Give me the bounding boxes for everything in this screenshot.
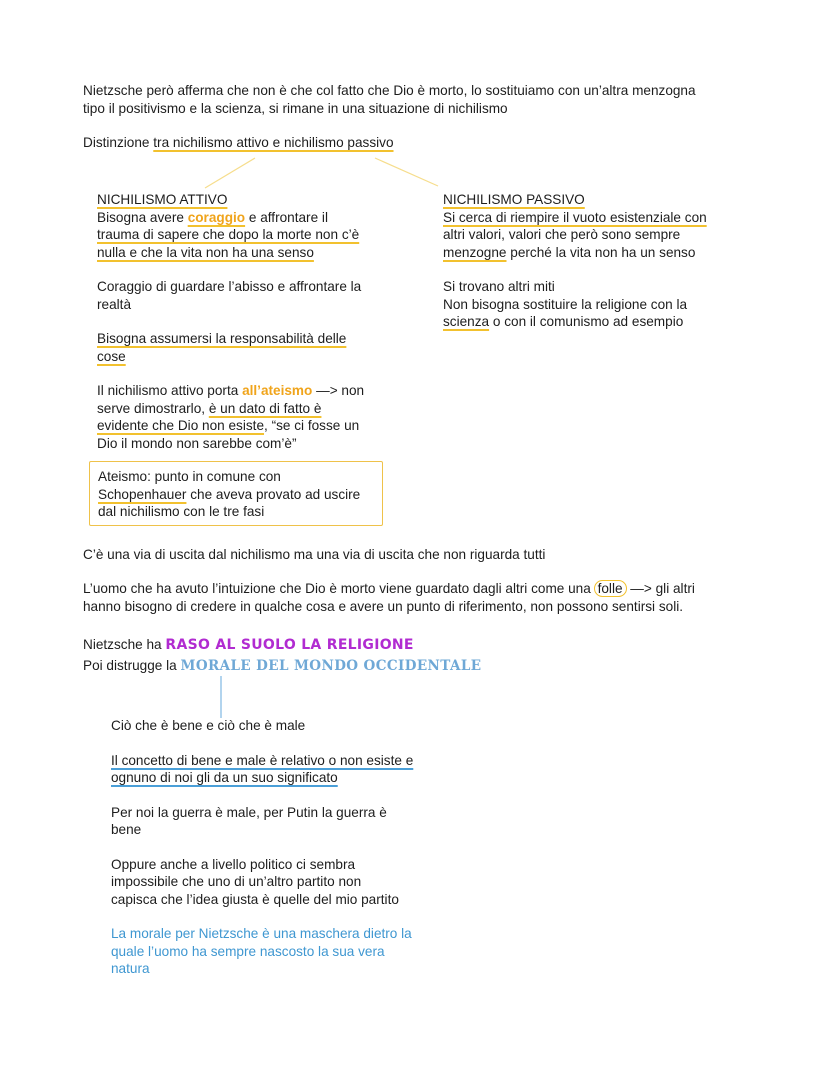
morals-p1: Ciò che è bene e ciò che è male (111, 718, 306, 733)
passive-nihilism-column (443, 191, 743, 331)
atheism-note-box (89, 461, 383, 526)
intro-line-1: Nietzsche però afferma che non è che col fatto che Dio è morto, lo sostituiamo con un’altra menzogna (83, 83, 696, 98)
morals-p4-line1: Oppure anche a livello politico ci sembra (111, 856, 356, 872)
keyword-religione: RASO AL SUOLO LA RELIGIONE (165, 637, 414, 653)
exit-line: C’è una via di uscita dal nichilismo ma una via di uscita che non riguarda tutti (83, 547, 546, 562)
active-p3-line1: Bisogna assumersi la responsabilità delle (97, 331, 347, 346)
morals-p5-line2: quale l’uomo ha sempre nascosto la sua vera (111, 943, 385, 959)
passive-heading: NICHILISMO PASSIVO (443, 192, 585, 207)
active-p4-line2: serve dimostrarlo, è un dato di fatto è (97, 400, 322, 416)
morals-section (111, 717, 471, 978)
box-line1: Ateismo: punto in comune con (98, 469, 281, 484)
connector-right (375, 158, 438, 186)
active-p3-line2: cose (97, 348, 126, 364)
connector-left (205, 158, 255, 188)
morals-p5-line3: natura (111, 961, 150, 976)
keyword-morale: MORALE DEL MONDO OCCIDENTALE (180, 657, 482, 674)
morals-p4-line3: capisca che l’idea giusta è quelle del mio partito (111, 891, 399, 907)
active-p4-line1: Il nichilismo attivo porta all’ateismo —> non (97, 383, 365, 398)
box-line2: Schopenhauer che aveva provato ad uscire (98, 486, 361, 502)
morals-p3-line2: bene (111, 822, 142, 837)
active-nihilism-column (97, 191, 397, 452)
passive-p1-line3: menzogne perché la vita non ha un senso (443, 244, 696, 260)
morals-p2-line1: Il concetto di bene e male è relativo o non esiste e (111, 752, 414, 768)
destroy-line2: Poi distrugge la MORALE DEL MONDO OCCIDENTALE (83, 657, 482, 674)
active-p4-line4: Dio il mondo non sarebbe com’è” (97, 435, 297, 451)
active-p2-line1: Coraggio di guardare l’abisso e affrontare la (97, 279, 362, 294)
active-p1-line1: Bisogna avere coraggio e affrontare il (97, 209, 328, 225)
passive-p2-line3: scienza o con il comunismo ad esempio (443, 314, 684, 329)
intro-line-2: tipo il positivismo e la scienza, si rimane in una situazione di nichilismo (83, 100, 508, 116)
passive-p1-line2: altri valori, valori che però sono sempre (443, 227, 681, 242)
passive-p2-line2: Non bisogna sostituire la religione con la (443, 296, 688, 312)
box-line3: dal nichilismo con le tre fasi (98, 504, 265, 519)
exit-paragraph (83, 546, 803, 564)
distinction-line (83, 134, 394, 152)
active-p4-line3: evidente che Dio non esiste, “se ci fosse un (97, 418, 360, 433)
passive-p2-line1: Si trovano altri miti (443, 279, 555, 294)
man-paragraph (83, 580, 813, 615)
keyword-ateismo: all’ateismo (242, 383, 313, 398)
passive-p1-line1: Si cerca di riempire il vuoto esistenziale con (443, 209, 707, 225)
destroy-line1: Nietzsche ha RASO AL SUOLO LA RELIGIONE (83, 637, 414, 653)
man-line1: L’uomo che ha avuto l’intuizione che Dio è morto viene guardato dagli altri come una folle —> gli altri (83, 581, 695, 596)
active-p2-line2: realtà (97, 296, 132, 312)
active-p1-line3: nulla e che la vita non ha una senso (97, 244, 314, 260)
morals-p5-line1: La morale per Nietzsche è una maschera dietro la (111, 926, 412, 941)
man-line2: hanno bisogno di credere in qualche cosa e avere un punto di riferimento, non possono sentirsi soli. (83, 598, 684, 614)
active-p1-line2: trauma di sapere che dopo la morte non c’è (97, 227, 360, 242)
active-heading: NICHILISMO ATTIVO (97, 192, 228, 207)
distinction-prefix: Distinzione (83, 135, 154, 150)
morals-p4-line2: impossibile che uno di un’altro partito non (111, 874, 362, 889)
morals-p3-line1: Per noi la guerra è male, per Putin la guerra è (111, 804, 387, 820)
keyword-folle: folle (594, 580, 627, 597)
keyword-coraggio: coraggio (187, 209, 246, 225)
destroy-paragraph (83, 636, 783, 675)
intro-paragraph (83, 82, 783, 117)
morals-p2-line2: ognuno di noi gli da un suo significato (111, 770, 338, 785)
distinction-highlight: tra nichilismo attivo e nichilismo passivo (153, 135, 394, 150)
